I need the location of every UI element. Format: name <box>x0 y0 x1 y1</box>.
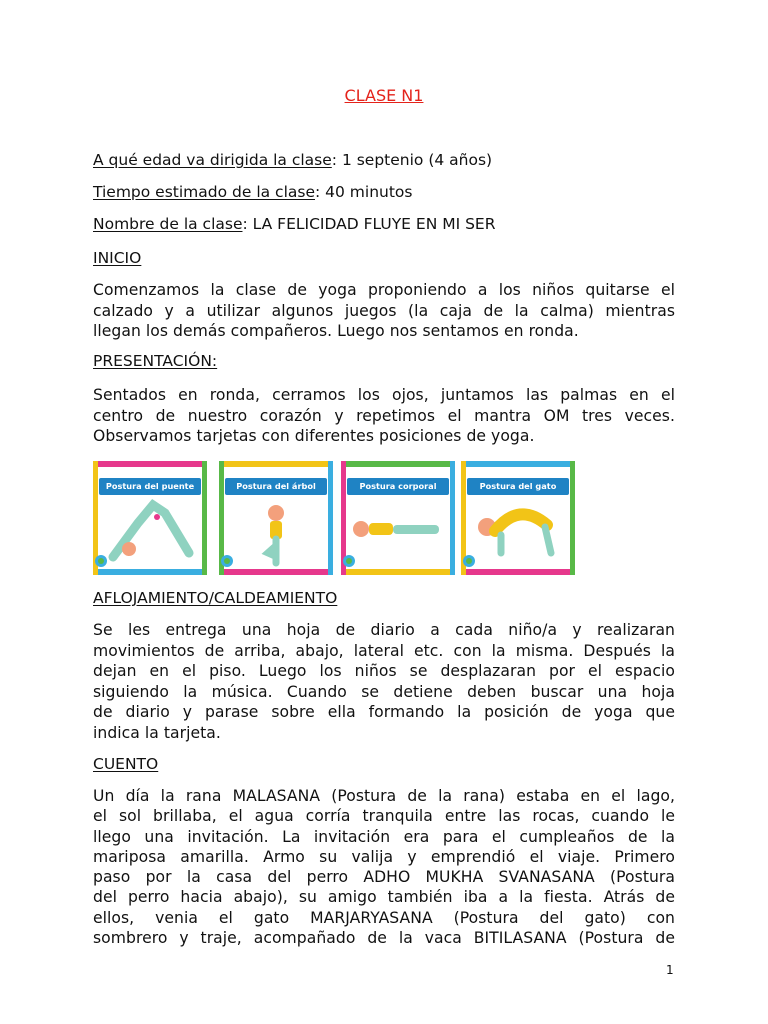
text-line: paso por la casa del perro ADHO MUKHA SVANASANA (Postura <box>93 868 675 887</box>
yoga-card-corporal <box>341 461 455 575</box>
page-title: CLASE N1 <box>344 86 424 105</box>
text-line: Un día la rana MALASANA (Postura de la rana) estaba en el lago, <box>93 787 675 805</box>
inicio-paragraph <box>93 280 675 342</box>
class-name-line <box>93 215 496 233</box>
text-line: calzado y a utilizar algunos juegos (la caja de la calma) mientras <box>93 301 675 320</box>
text-line: movimientos de arriba, abajo, lateral etc. con la misma. Después la <box>93 641 675 660</box>
time-line <box>93 183 413 201</box>
presentacion-paragraph <box>93 385 675 447</box>
text-line: dejan en el piso. Luego los niños se desplazaran por el espacio <box>93 662 675 681</box>
class-name-label: Nombre de la clase <box>93 215 243 233</box>
text-line: el sol brillaba, el agua corría tranquila entre las rocas, cuando le <box>93 807 675 826</box>
yoga-card-gato <box>461 461 575 575</box>
card-label: Postura corporal <box>347 478 449 495</box>
text-line: del perro hacia abajo), su amigo también iba a la fiesta. Atrás de <box>93 888 675 907</box>
time-value: : 40 minutos <box>315 183 413 201</box>
text-line: ellos, venia el gato MARJARYASANA (Postura del gato) con <box>93 908 675 927</box>
card-label: Postura del gato <box>467 478 569 495</box>
text-line: siguiendo la música. Cuando se detiene deben buscar una hoja <box>93 682 675 701</box>
text-line: Comenzamos la clase de yoga proponiendo a los niños quitarse el <box>93 281 675 299</box>
yoga-card-arbol <box>219 461 333 575</box>
text-line: llegan los demás compañeros. Luego nos sentamos en ronda. <box>93 322 579 341</box>
presentacion-heading: PRESENTACIÓN: <box>93 352 218 370</box>
time-label: Tiempo estimado de la clase <box>93 183 315 201</box>
aflojamiento-heading: AFLOJAMIENTO/CALDEAMIENTO <box>93 589 338 607</box>
class-name-value: : LA FELICIDAD FLUYE EN MI SER <box>242 215 496 233</box>
text-line: llego una invitación. La invitación era para el cumpleaños de la <box>93 827 675 846</box>
text-line: Se les entrega una hoja de diario a cada niño/a y realizaran <box>93 621 675 639</box>
age-label: A qué edad va dirigida la clase <box>93 151 332 169</box>
text-line: mariposa amarilla. Armo su valija y emprendió el viaje. Primero <box>93 847 675 866</box>
aflojamiento-paragraph <box>93 620 675 744</box>
cuento-heading: CUENTO <box>93 755 159 773</box>
text-line: centro de nuestro corazón y repetimos el mantra OM tres veces. <box>93 406 675 425</box>
text-line: de diario y parase sobre ella formando la posición de yoga que <box>93 703 675 722</box>
yoga-cards <box>93 461 583 575</box>
inicio-heading: INICIO <box>93 249 142 267</box>
text-line: sombrero y traje, acompañado de la vaca BITILASANA (Postura de <box>93 929 675 948</box>
age-value: : 1 septenio (4 años) <box>331 151 493 169</box>
page-number: 1 <box>666 963 674 977</box>
cuento-paragraph <box>93 786 675 948</box>
text-line: Sentados en ronda, cerramos los ojos, juntamos las palmas en el <box>93 386 675 404</box>
yoga-card-puente <box>93 461 207 575</box>
text-line: indica la tarjeta. <box>93 723 221 742</box>
card-label: Postura del árbol <box>225 478 327 495</box>
text-line: Observamos tarjetas con diferentes posiciones de yoga. <box>93 427 535 446</box>
card-label: Postura del puente <box>99 478 201 495</box>
age-line <box>93 151 492 169</box>
